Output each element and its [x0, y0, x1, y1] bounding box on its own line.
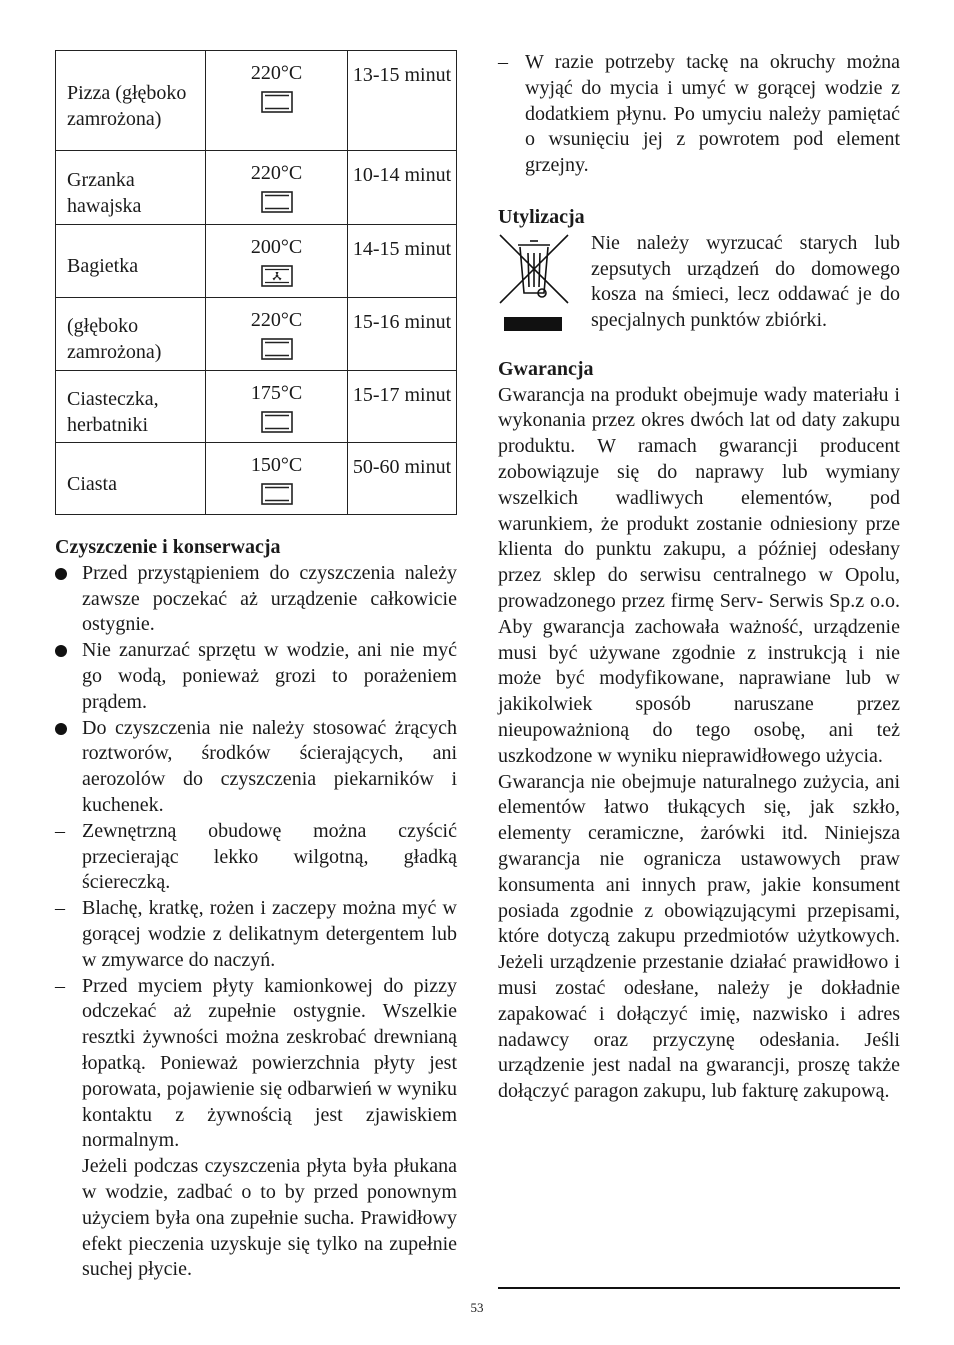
cleaning-list-continued: [498, 50, 900, 179]
time-cell: 15-17 minut: [348, 371, 457, 443]
temp-cell: [206, 225, 348, 298]
table-row: [56, 225, 457, 298]
food-cell: Ciasta: [56, 443, 206, 515]
bullet-icon: [55, 723, 67, 735]
list-item: – Blachę, kratkę, rożen i zaczepy można myć w gorącej wodzie z delikatnym detergentem lub w zmywarce do naczyń.: [55, 897, 457, 971]
disposal-section: [498, 231, 900, 341]
food-cell: Grzanka hawajska: [56, 151, 206, 225]
top-bottom-heat-icon: [261, 338, 293, 360]
top-bottom-heat-icon: [261, 483, 293, 505]
temperature: 220°C: [250, 309, 303, 331]
dash-icon: –: [55, 897, 65, 920]
list-item: Do czyszczenia nie należy stosować żrących roztworów, środków ścierających, ani aerozolów do czyszczenia piekarników i kuchenek.: [55, 716, 457, 819]
cleaning-heading: Czyszczenie i konserwacja: [55, 536, 281, 558]
temp-cell: [206, 371, 348, 443]
time-cell: 10-14 minut: [348, 151, 457, 225]
temp-cell: [206, 298, 348, 371]
bullet-icon: [55, 645, 67, 657]
footer-divider: [498, 1287, 900, 1289]
time-cell: 50-60 minut: [348, 443, 457, 515]
fan-heat-icon: [261, 265, 293, 287]
list-item: – Zewnętrzną obudowę można czyścić przecierając lekko wilgotną, gładką ściereczką.: [55, 819, 457, 894]
cleaning-list: [55, 561, 457, 1154]
list-item: – Przed myciem płyty kamionkowej do pizzy odczekać aż zupełnie ostygnie. Wszelkie resztki żywności można zeskrobać drewnianą łopatką. Ponieważ powierzchnia płyty jest porowata, pojawienie się odbarwień w wyniku kontaktu z żywnością jest zjawiskiem normalnym.: [55, 974, 457, 1152]
disposal-heading: Utylizacja: [498, 205, 585, 228]
crossed-bin-icon: [498, 231, 570, 335]
food-cell: Ciasteczka, herbatniki: [56, 371, 206, 443]
table-row: [56, 443, 457, 515]
temperature: 220°C: [250, 62, 303, 84]
temp-cell: [206, 151, 348, 225]
bullet-icon: [55, 568, 67, 580]
list-item: Przed przystąpieniem do czyszczenia należy zawsze poczekać aż urządzenie całkowicie ostygnie.: [55, 561, 457, 638]
time-cell: 13-15 minut: [348, 51, 457, 151]
list-item: – W razie potrzeby tackę na okruchy można wyjąć do mycia i umyć w gorącej wodzie z dodatkiem płynu. Po umyciu należy pamiętać o wsunięciu jej z powrotem pod element grzejny.: [498, 51, 900, 177]
left-column: [55, 50, 457, 1283]
time-cell: 15-16 minut: [348, 298, 457, 371]
list-item: Nie zanurzać sprzętu w wodzie, ani nie myć go wodą, ponieważ grozi to porażeniem prądem.: [55, 638, 457, 715]
temperature: 220°C: [250, 162, 303, 184]
warranty-heading: Gwarancja: [498, 357, 594, 380]
page-number: 53: [470, 1300, 484, 1315]
temperature: 200°C: [250, 236, 303, 258]
cleaning-continuation: Jeżeli podczas czyszczenia płyta była płukana w wodzie, zadbać o to by przed ponownym użyciem była ona zupełnie sucha. Prawidłowy efekt pieczenia uzyskuje się tylko na zupełnie suchej płycie.: [82, 1155, 457, 1281]
baking-table: [55, 50, 457, 515]
warranty-paragraph-1: Gwarancja na produkt obejmuje wady materiału i wykonania przez okres dwóch lat od daty zakupu produktu. W ramach gwarancji producent zobowiązuje się do naprawy lub wymiany wszelkich wadliwych elementów, pod warunkiem, że produkt zostanie odniesiony prze klienta do punktu zakupu, a później odesłany przez sklep do serwisu centralnego w Opolu, prowadzonego przez firmę Serv- Serwis Sp.z o.o. Aby gwarancja zachowała ważność, urządzenie musi być używane zgodnie z instrukcją i nie może być modyfikowane, naprawiane lub w jakikolwiek sposób naruszane przez nieupoważnioną do tego osobę, ani też uszkodzone w wyniku nieprawidłowego użycia.: [498, 383, 900, 767]
food-cell: Bagietka: [56, 225, 206, 298]
dash-icon: –: [498, 51, 508, 73]
right-column: [498, 50, 900, 1105]
disposal-text: Nie należy wyrzucać starych lub zepsutych urządzeń do domowego kosza na śmieci, lecz oddawać je do specjalnych punktów zbiórki.: [591, 231, 900, 332]
dash-icon: –: [55, 974, 65, 997]
table-row: [56, 371, 457, 443]
top-bottom-heat-icon: [261, 191, 293, 213]
food-cell: (głęboko zamrożona): [56, 298, 206, 371]
top-bottom-heat-icon: [261, 91, 293, 113]
temp-cell: [206, 443, 348, 515]
table-row: [56, 151, 457, 225]
temperature: 150°C: [250, 454, 303, 476]
temp-cell: [206, 51, 348, 151]
dash-icon: –: [55, 819, 65, 842]
warranty-paragraph-2: Gwarancja nie obejmuje naturalnego zużycia, ani elementów łatwo tłukących się, jak szkło, elementy ceramiczne, żarówki itd. Niniejsza gwarancja nie ogranicza ustawowych praw konsumenta ani innych praw, jakie konsument posiada zgodnie z obowiązującymi przepisami, które dotyczą zakupu przedmiotów użytkowych. Jeżeli urządzenie przestanie działać prawidłowo i musi zostać odesłane, należy je dokładnie zapakować i dołączyć imię, nazwisko i adres nadawcy oraz przyczynę odesłania. Jeśli urządzenie jest nadal na gwarancji, proszę także dołączyć paragon zakupu, lub fakturę zakupową.: [498, 770, 900, 1103]
food-cell: Pizza (głęboko zamrożona): [56, 51, 206, 151]
table-row: [56, 51, 457, 151]
temperature: 175°C: [250, 382, 303, 404]
top-bottom-heat-icon: [261, 411, 293, 433]
table-row: [56, 298, 457, 371]
time-cell: 14-15 minut: [348, 225, 457, 298]
